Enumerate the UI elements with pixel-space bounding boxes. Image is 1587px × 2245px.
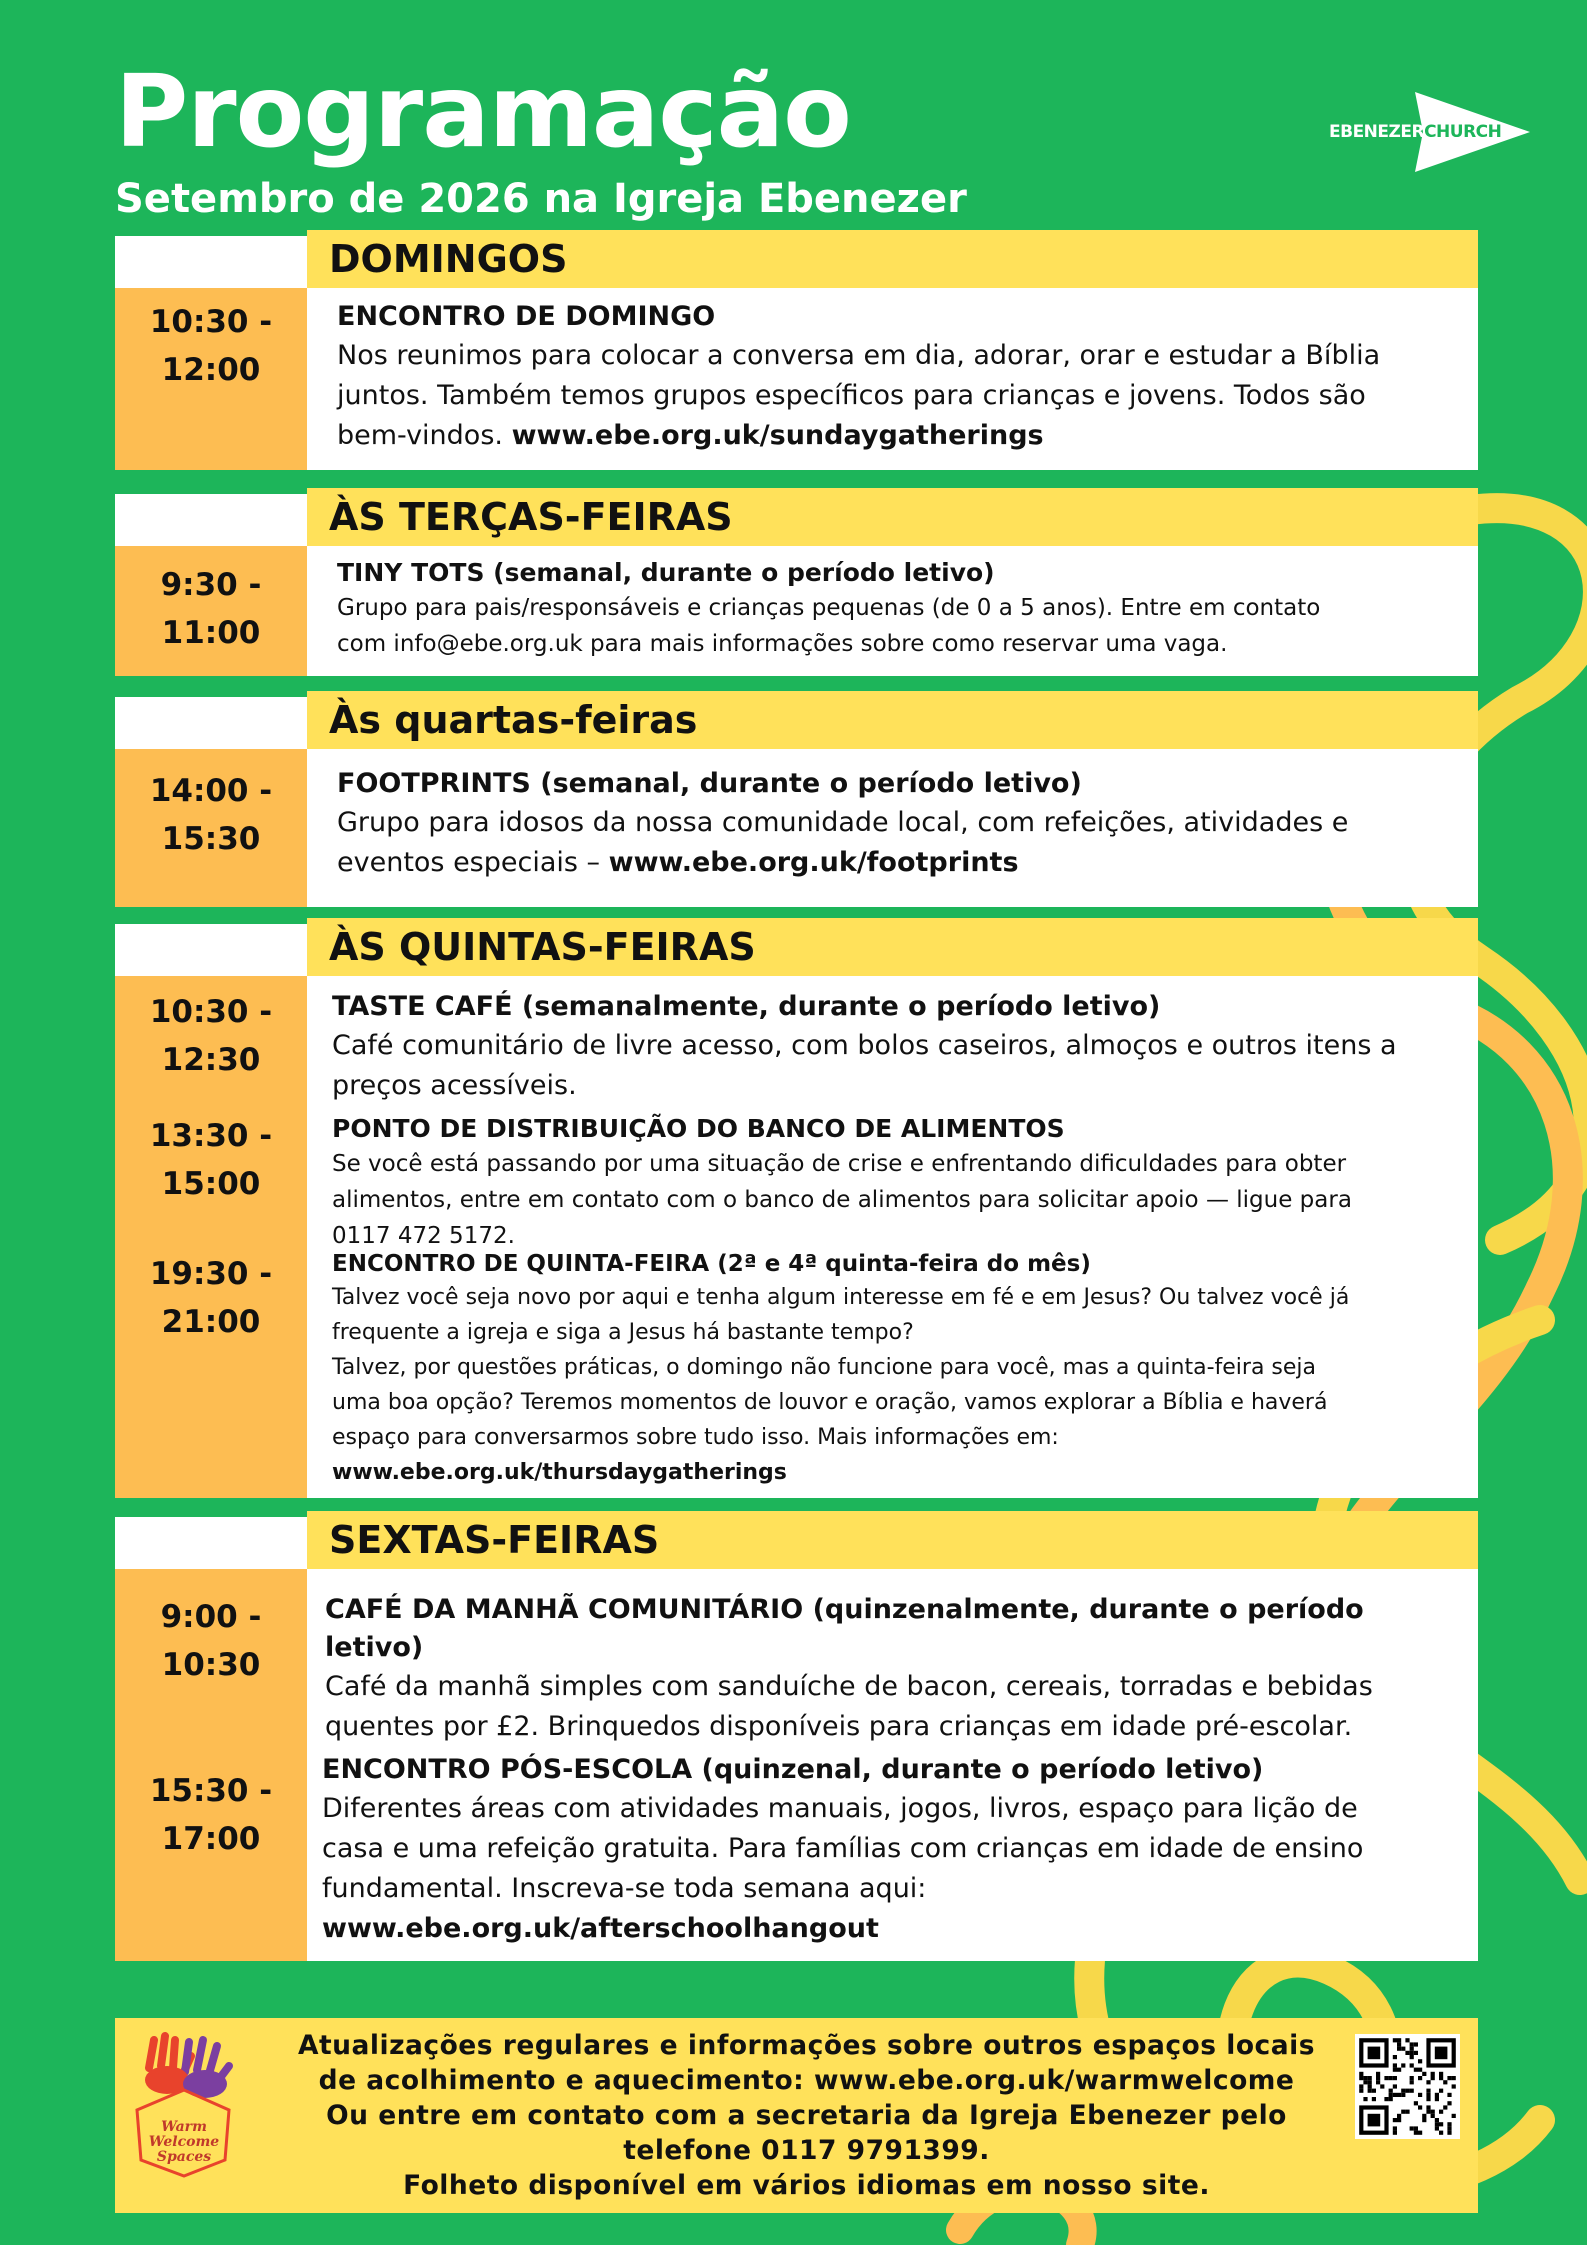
event-entry bbox=[337, 298, 1458, 456]
badge-text: Welcome bbox=[148, 2134, 220, 2150]
time-column bbox=[115, 1569, 307, 1961]
section-heading: ÀS QUINTAS-FEIRAS bbox=[307, 918, 1478, 976]
time-slot: 13:30 - 15:00 bbox=[149, 1118, 273, 1202]
logo-text-ebenezer: EBENEZER bbox=[1329, 122, 1425, 142]
event-title: ENCONTRO DE DOMINGO bbox=[337, 301, 716, 332]
event-title: CAFÉ DA MANHÃ COMUNITÁRIO (quinzenalmente, durante o período letivo) bbox=[325, 1594, 1364, 1663]
footer-info bbox=[115, 2018, 1478, 2213]
ebenezer-church-logo bbox=[1325, 92, 1530, 172]
event-title: FOOTPRINTS (semanal, durante o período letivo) bbox=[337, 768, 1082, 799]
time-column bbox=[115, 546, 307, 676]
time-column bbox=[115, 749, 307, 907]
qr-code[interactable] bbox=[1355, 2034, 1460, 2139]
event-title: PONTO DE DISTRIBUIÇÃO DO BANCO DE ALIMENTOS bbox=[332, 1114, 1065, 1143]
time-slot: 14:00 - 15:30 bbox=[149, 773, 273, 857]
event-link[interactable]: www.ebe.org.uk/thursdaygatherings bbox=[332, 1460, 787, 1485]
section-heading: ÀS TERÇAS-FEIRAS bbox=[307, 488, 1478, 546]
event-description: Diferentes áreas com atividades manuais, jogos, livros, espaço para lição de casa e uma refeição gratuita. Para famílias com crianças em idade de ensino fundamental. Inscreva-se toda semana aqui: www.ebe.org.uk/afterschoolhangout bbox=[322, 1789, 1458, 1949]
qr-code-icon bbox=[1355, 2034, 1460, 2139]
event-title: ENCONTRO PÓS-ESCOLA (quinzenal, durante o período letivo) bbox=[322, 1754, 1264, 1785]
badge-text: Spaces bbox=[156, 2149, 212, 2165]
event-description: Café da manhã simples com sanduíche de bacon, cereais, torradas e bebidas quentes por £2. Brinquedos disponíveis para crianças em idade pré-escolar. bbox=[325, 1671, 1373, 1742]
warm-welcome-badge bbox=[129, 2028, 239, 2178]
page-title: Programação bbox=[115, 53, 851, 170]
page-subtitle: Setembro de 2026 na Igreja Ebenezer bbox=[115, 176, 967, 222]
time-slot: 19:30 - 21:00 bbox=[149, 1256, 273, 1340]
time-column bbox=[115, 976, 307, 1498]
section-tuesdays bbox=[115, 488, 1478, 676]
event-title: TASTE CAFÉ (semanalmente, durante o período letivo) bbox=[332, 991, 1161, 1022]
event-entry bbox=[332, 1248, 1458, 1490]
section-heading: DOMINGOS bbox=[307, 230, 1478, 288]
time-slot: 9:30 - 11:00 bbox=[160, 567, 262, 651]
event-entry bbox=[322, 1751, 1458, 1949]
time-slot: 10:30 - 12:30 bbox=[149, 994, 273, 1078]
event-link[interactable]: www.ebe.org.uk/sundaygatherings bbox=[511, 420, 1044, 451]
event-link[interactable]: www.ebe.org.uk/afterschoolhangout bbox=[322, 1913, 879, 1944]
time-slot: 9:00 - 10:30 bbox=[160, 1599, 262, 1683]
event-description: Talvez você seja novo por aqui e tenha algum interesse em fé e em Jesus? Ou talvez você já frequente a igreja e siga a Jesus há bastante tempo? Talvez, por questões práticas, o domingo não funcione para você, mas a quinta-feira seja uma boa opção? Teremos momentos de louvor e oração, vamos explorar a Bíblia e haverá espaço para conversarmos sobre tudo isso. Mais informações em: www.ebe.org.uk/thursdaygatherings bbox=[332, 1280, 1458, 1490]
event-entry bbox=[332, 1112, 1458, 1254]
event-entry bbox=[337, 556, 1458, 662]
section-wednesdays bbox=[115, 691, 1478, 907]
header bbox=[115, 53, 967, 222]
event-title: TINY TOTS (semanal, durante o período letivo) bbox=[337, 558, 995, 587]
section-heading: SEXTAS-FEIRAS bbox=[307, 1511, 1478, 1569]
event-entry bbox=[337, 765, 1458, 883]
time-column bbox=[115, 288, 307, 470]
event-link[interactable]: www.ebe.org.uk/footprints bbox=[608, 847, 1019, 878]
footer-text: Atualizações regulares e informações sobre outros espaços locais de acolhimento e aquecimento: www.ebe.org.uk/warmwelcome Ou entre em contato com a secretaria da Igreja Ebenezer pelo telefone 0117 9791399. Folheto disponível em vários idiomas em nosso site. bbox=[298, 2030, 1315, 2201]
event-description: Se você está passando por uma situação de crise e enfrentando dificuldades para obter alimentos, entre em contato com o banco de alimentos para solicitar apoio — ligue para 0117 472 5172. bbox=[332, 1151, 1352, 1249]
logo-text-church: CHURCH bbox=[1424, 122, 1502, 142]
event-title: ENCONTRO DE QUINTA-FEIRA (2ª e 4ª quinta-feira do mês) bbox=[332, 1251, 1091, 1277]
time-slot: 10:30 - 12:00 bbox=[149, 304, 273, 388]
time-slot: 15:30 - 17:00 bbox=[149, 1773, 273, 1857]
event-description: Nos reunimos para colocar a conversa em dia, adorar, orar e estudar a Bíblia juntos. Também temos grupos específicos para crianças e jovens. Todos são bem-vindos. www.ebe.org.uk/sundaygatherings bbox=[337, 340, 1381, 451]
event-description: Grupo para idosos da nossa comunidade local, com refeições, atividades e eventos especiais – www.ebe.org.uk/footprints bbox=[337, 807, 1349, 878]
event-description: Grupo para pais/responsáveis e crianças pequenas (de 0 a 5 anos). Entre em contato com info@ebe.org.uk para mais informações sobre como reservar uma vaga. bbox=[337, 595, 1321, 657]
section-heading: Às quartas-feiras bbox=[307, 691, 1478, 749]
section-sundays bbox=[115, 230, 1478, 470]
event-entry bbox=[332, 988, 1458, 1106]
section-fridays bbox=[115, 1511, 1478, 1961]
section-thursdays bbox=[115, 918, 1478, 1498]
event-entry bbox=[325, 1591, 1458, 1747]
badge-text: Warm bbox=[161, 2119, 207, 2135]
event-description: Café comunitário de livre acesso, com bolos caseiros, almoços e outros itens a preços acessíveis. bbox=[332, 1030, 1397, 1101]
